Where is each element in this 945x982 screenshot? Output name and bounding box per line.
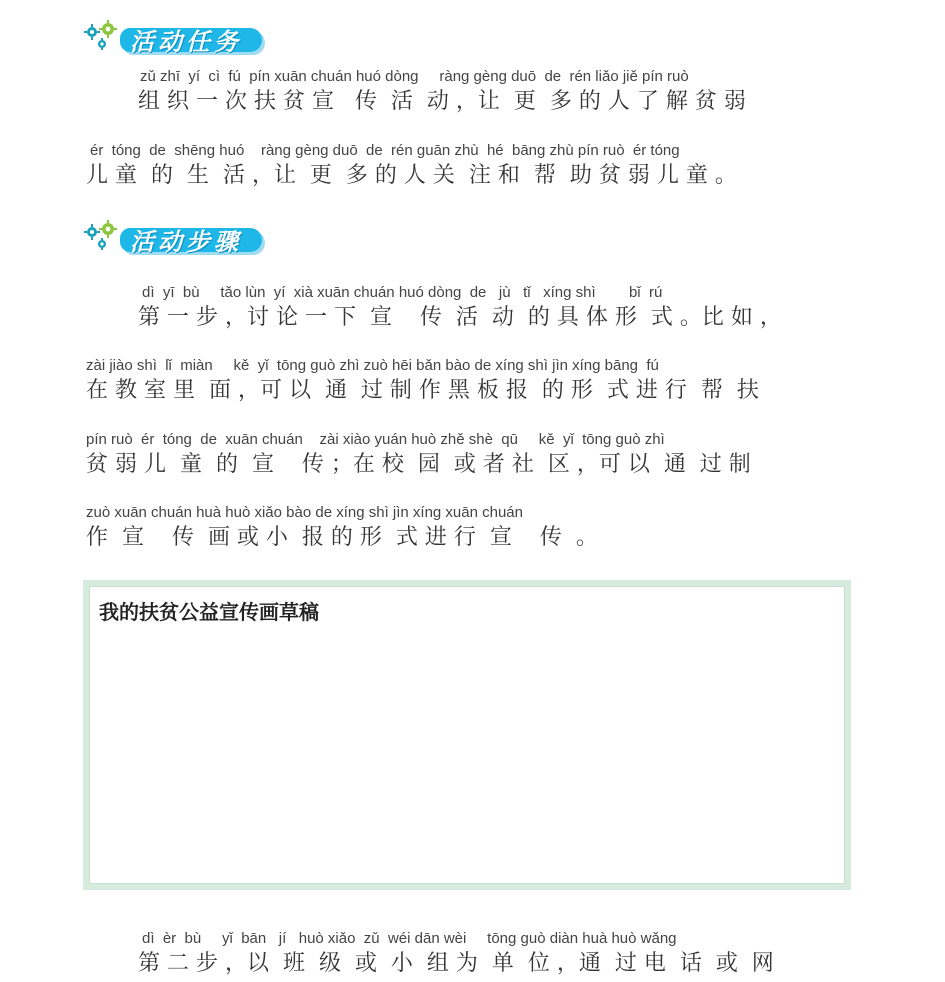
text-line: 贫 弱 儿 童 的 宣 传 ；在 校 园 或 者 社 区 ，可 以 通 过 制 <box>86 452 751 477</box>
draft-area-inner-border <box>89 586 845 884</box>
text-line: 作 宣 传 画 或 小 报 的 形 式 进 行 宣 传 。 <box>86 525 598 550</box>
section-title: 活动任务 <box>130 28 242 56</box>
draft-area[interactable] <box>83 580 851 890</box>
text-line: 在 教 室 里 面 ，可 以 通 过 制 作 黑 板 报 的 形 式 进 行 帮 扶 <box>86 378 759 403</box>
draft-title: 我的扶贫公益宣传画草稿 <box>99 600 319 624</box>
pinyin-line: zǔ zhī yí cì fú pín xuān chuán huó dòng ràng gèng duō de rén liǎo jiě pín ruò <box>140 68 689 85</box>
text-line: 第 二 步 ，以 班 级 或 小 组 为 单 位 ，通 过 电 话 或 网 <box>138 951 774 976</box>
heading-badge <box>120 228 262 256</box>
text-line: 组 织 一 次 扶 贫 宣 传 活 动 ，让 更 多 的 人 了 解 贫 弱 <box>138 89 746 114</box>
pinyin-line: zuò xuān chuán huà huò xiǎo bào de xíng shì jìn xíng xuān chuán <box>86 504 523 521</box>
section-title: 活动步骤 <box>130 228 242 256</box>
pinyin-line: dì yī bù tǎo lùn yí xià xuān chuán huó dòng de jù tǐ xíng shì bǐ rú <box>142 284 663 301</box>
pinyin-line: zài jiào shì lǐ miàn kě yǐ tōng guò zhì zuò hēi bǎn bào de xíng shì jìn xíng bāng fú <box>86 357 659 374</box>
text-line: 儿 童 的 生 活 ，让 更 多 的 人 关 注 和 帮 助 贫 弱 儿 童 。 <box>86 163 737 188</box>
pinyin-line: ér tóng de shēng huó ràng gèng duō de rén guān zhù hé bāng zhù pín ruò ér tóng <box>90 142 680 159</box>
pinyin-line: pín ruò ér tóng de xuān chuán zài xiào yuán huò zhě shè qū kě yǐ tōng guò zhì <box>86 431 665 448</box>
pinyin-line: dì èr bù yǐ bān jí huò xiǎo zǔ wéi dān wèi tōng guò diàn huà huò wǎng <box>142 930 677 947</box>
section-heading-steps <box>82 218 272 258</box>
section-heading-task <box>82 18 272 58</box>
text-line: 第 一 步 ，讨 论 一 下 宣 传 活 动 的 具 体 形 式 。比 如 ， <box>138 305 782 330</box>
heading-badge <box>120 28 262 56</box>
